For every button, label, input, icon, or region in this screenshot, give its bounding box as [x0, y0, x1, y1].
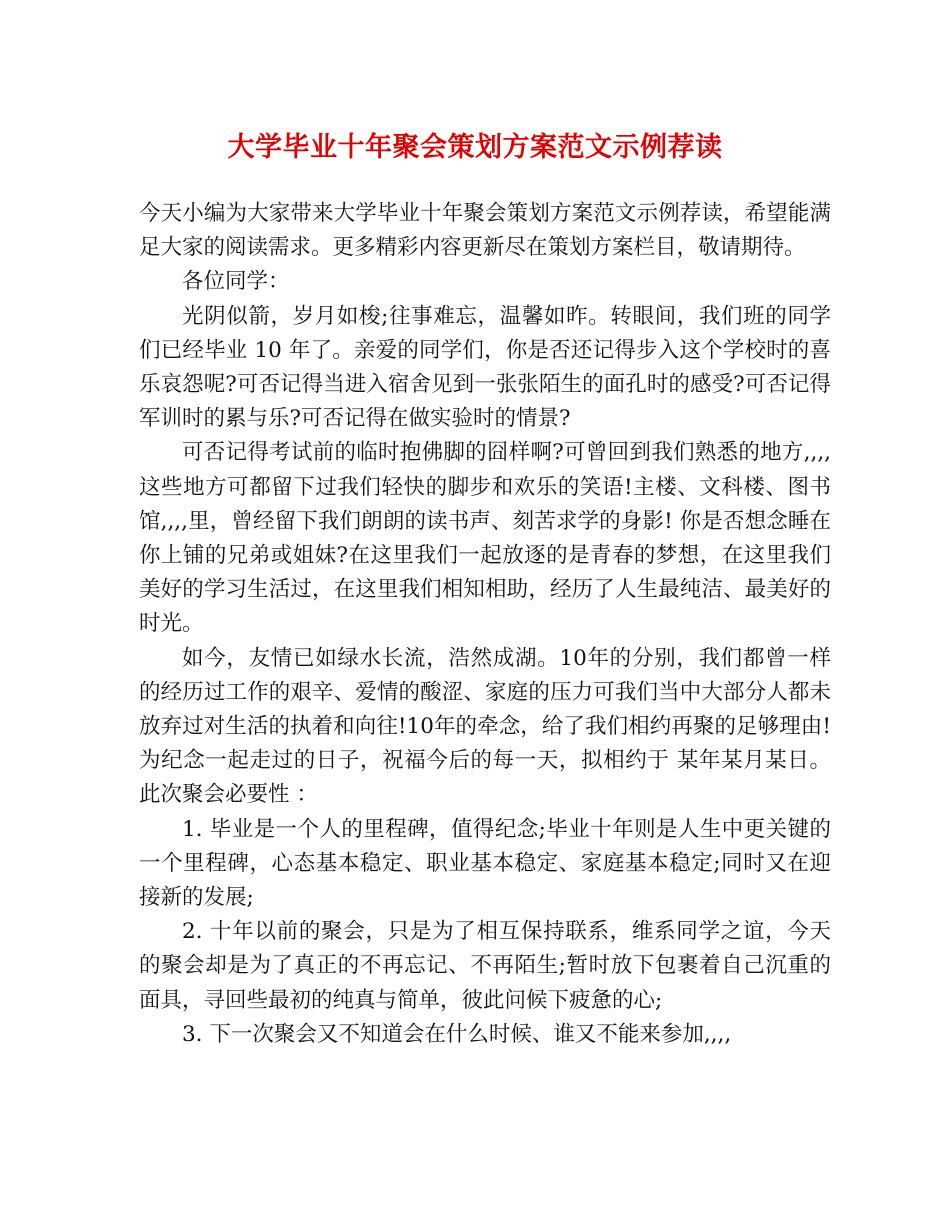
list-item: 1. 毕业是一个人的里程碑，值得纪念;毕业十年则是人生中更关键的一个里程碑，心态基本稳定、职业基本稳定、家庭基本稳定;同时又在迎接新的发展; — [139, 816, 831, 911]
body-paragraph: 如今，友情已如绿水长流，浩然成湖。10年的分别，我们都曾一样的经历过工作的艰辛、爱情的酸涩、家庭的压力可我们当中大部分人都未放弃过对生活的执着和向往!10年的牵念，给了我们相约再聚的足够理由!为纪念一起走过的日子，祝福今后的每一天，拟相约于 某年某月某日。此次聚会必要性 ： — [139, 645, 831, 808]
body-paragraph: 可否记得考试前的临时抱佛脚的囧样啊?可曾回到我们熟悉的地方,,,,这些地方可都留下过我们轻快的脚步和欢乐的笑语!主楼、文科楼、图书馆,,,,里，曾经留下我们朗朗的读书声、刻苦求学的身影! 你是否想念睡在你上铺的兄弟或姐妹?在这里我们一起放逐的是青春的梦想，在这里我们美好的学习生活过，在这里我们相知相助，经历了人生最纯洁、最美好的时光。 — [139, 440, 831, 637]
greeting-paragraph: 各位同学： — [182, 269, 290, 295]
document-title: 大学毕业十年聚会策划方案范文示例荐读 — [227, 132, 723, 163]
body-paragraph: 光阴似箭，岁月如梭;往事难忘，温馨如昨。转眼间，我们班的同学们已经毕业 10 年了。亲爱的同学们，你是否还记得步入这个学校时的喜乐哀怨呢?可否记得当进入宿舍见到一张张陌生的面孔时的感受?可否记得军训时的累与乐?可否记得在做实验时的情景? — [139, 303, 831, 432]
list-item: 3. 下一次聚会又不知道会在什么时候、谁又不能来参加,,,, — [182, 1021, 732, 1047]
document-body — [139, 197, 831, 1052]
list-item: 2. 十年以前的聚会，只是为了相互保持联系，维系同学之谊，今天的聚会却是为了真正的不再忘记、不再陌生;暂时放下包裹着自己沉重的面具，寻回些最初的纯真与简单，彼此问候下疲惫的心; — [139, 919, 831, 1013]
intro-paragraph: 今天小编为大家带来大学毕业十年聚会策划方案范文示例荐读，希望能满足大家的阅读需求。更多精彩内容更新尽在策划方案栏目，敬请期待。 — [139, 201, 831, 261]
